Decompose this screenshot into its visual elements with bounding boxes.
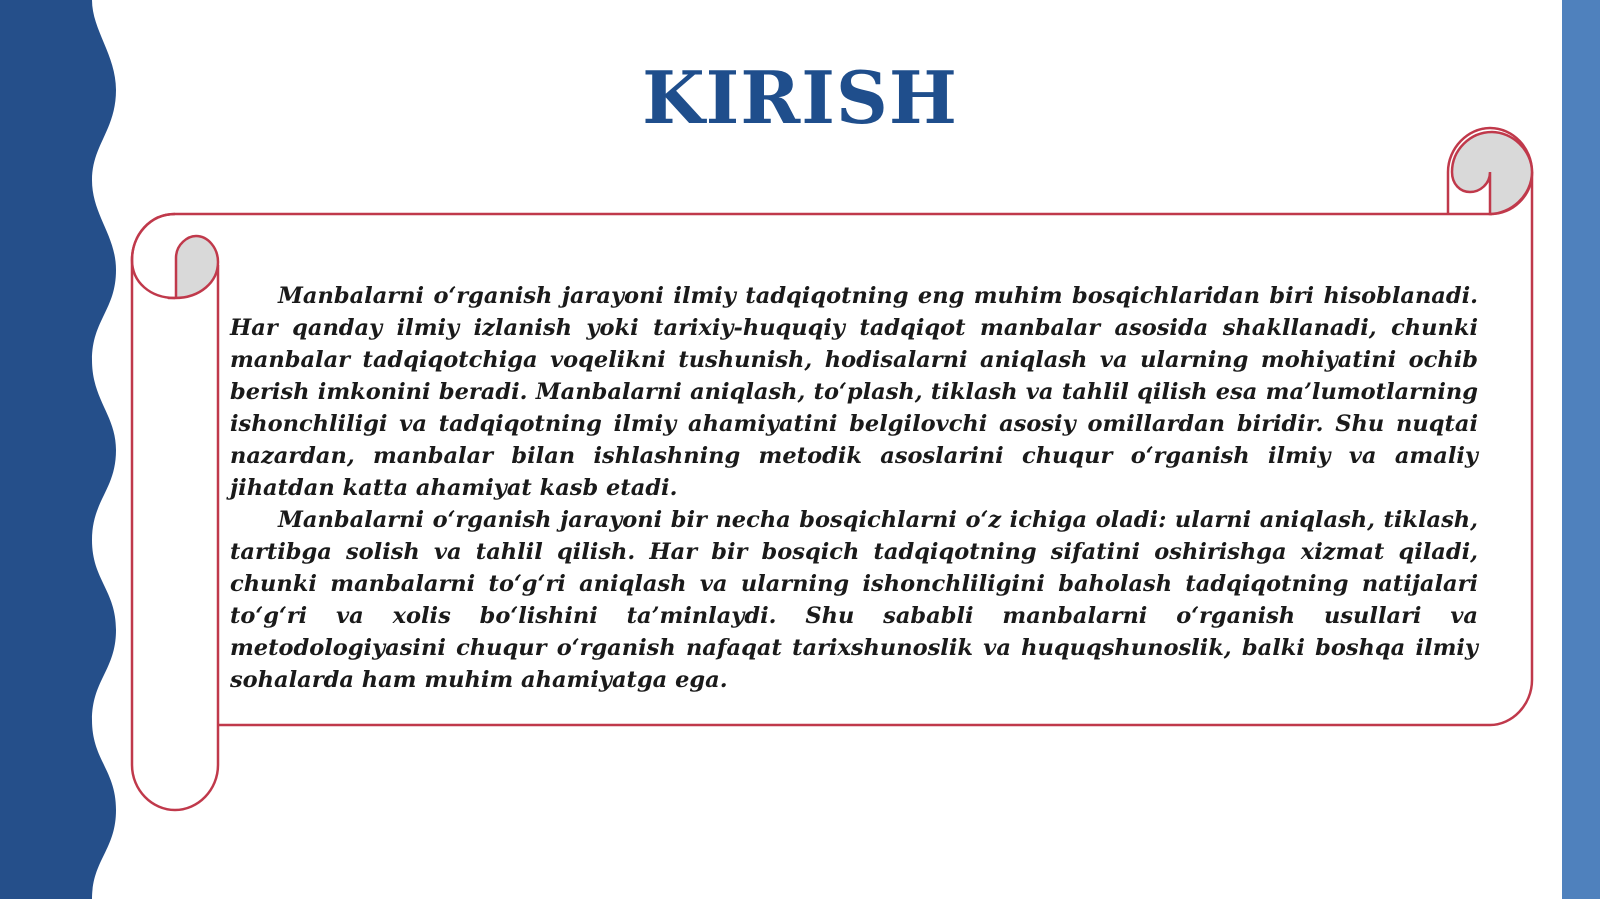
right-curl [1452, 132, 1532, 214]
paragraph-1: Manbalarni o‘rganish jarayoni ilmiy tadqiqotning eng muhim bosqichlaridan biri hisoblanadi. Har qanday ilmiy izlanish yoki tarixiy-huquqiy tadqiqot manbalar asosida shakllanadi, chunki manbalar tadqiqotchiga voqelikni tushunish, hodisalarni aniqlash va ularning mohiyatini ochib berish imkonini beradi. Manbalarni aniqlash, to‘plash, tiklash va tahlil qilish esa ma’lumotlarning ishonchliligi va tadqiqotning ilmiy ahamiyatini belgilovchi asosiy omillardan biridir. Shu nuqtai nazardan, manbalar bilan ishlashning metodik asoslarini chuqur o‘rganish ilmiy va amaliy jihatdan katta ahamiyat kasb etadi. [230, 283, 1478, 501]
body-text [230, 280, 1478, 696]
paragraph-2: Manbalarni o‘rganish jarayoni bir necha bosqichlarni o‘z ichiga oladi: ularni aniqlash, tiklash, tartibga solish va tahlil qilish. Har bir bosqich tadqiqotning sifatini oshirishga xizmat qiladi, chunki manbalarni to‘g‘ri aniqlash va ularning ishonchliligini baholash tadqiqotning natijalari to‘g‘ri va xolis bo‘lishini ta’minlaydi. Shu sababli manbalarni o‘rganish usullari va metodologiyasini chuqur o‘rganish nafaqat tarixshunoslik va huquqshunoslik, balki boshqa ilmiy sohalarda ham muhim ahamiyatga ega. [230, 507, 1478, 693]
slide-title: KIRISH [642, 55, 958, 140]
left-curl [169, 236, 218, 298]
